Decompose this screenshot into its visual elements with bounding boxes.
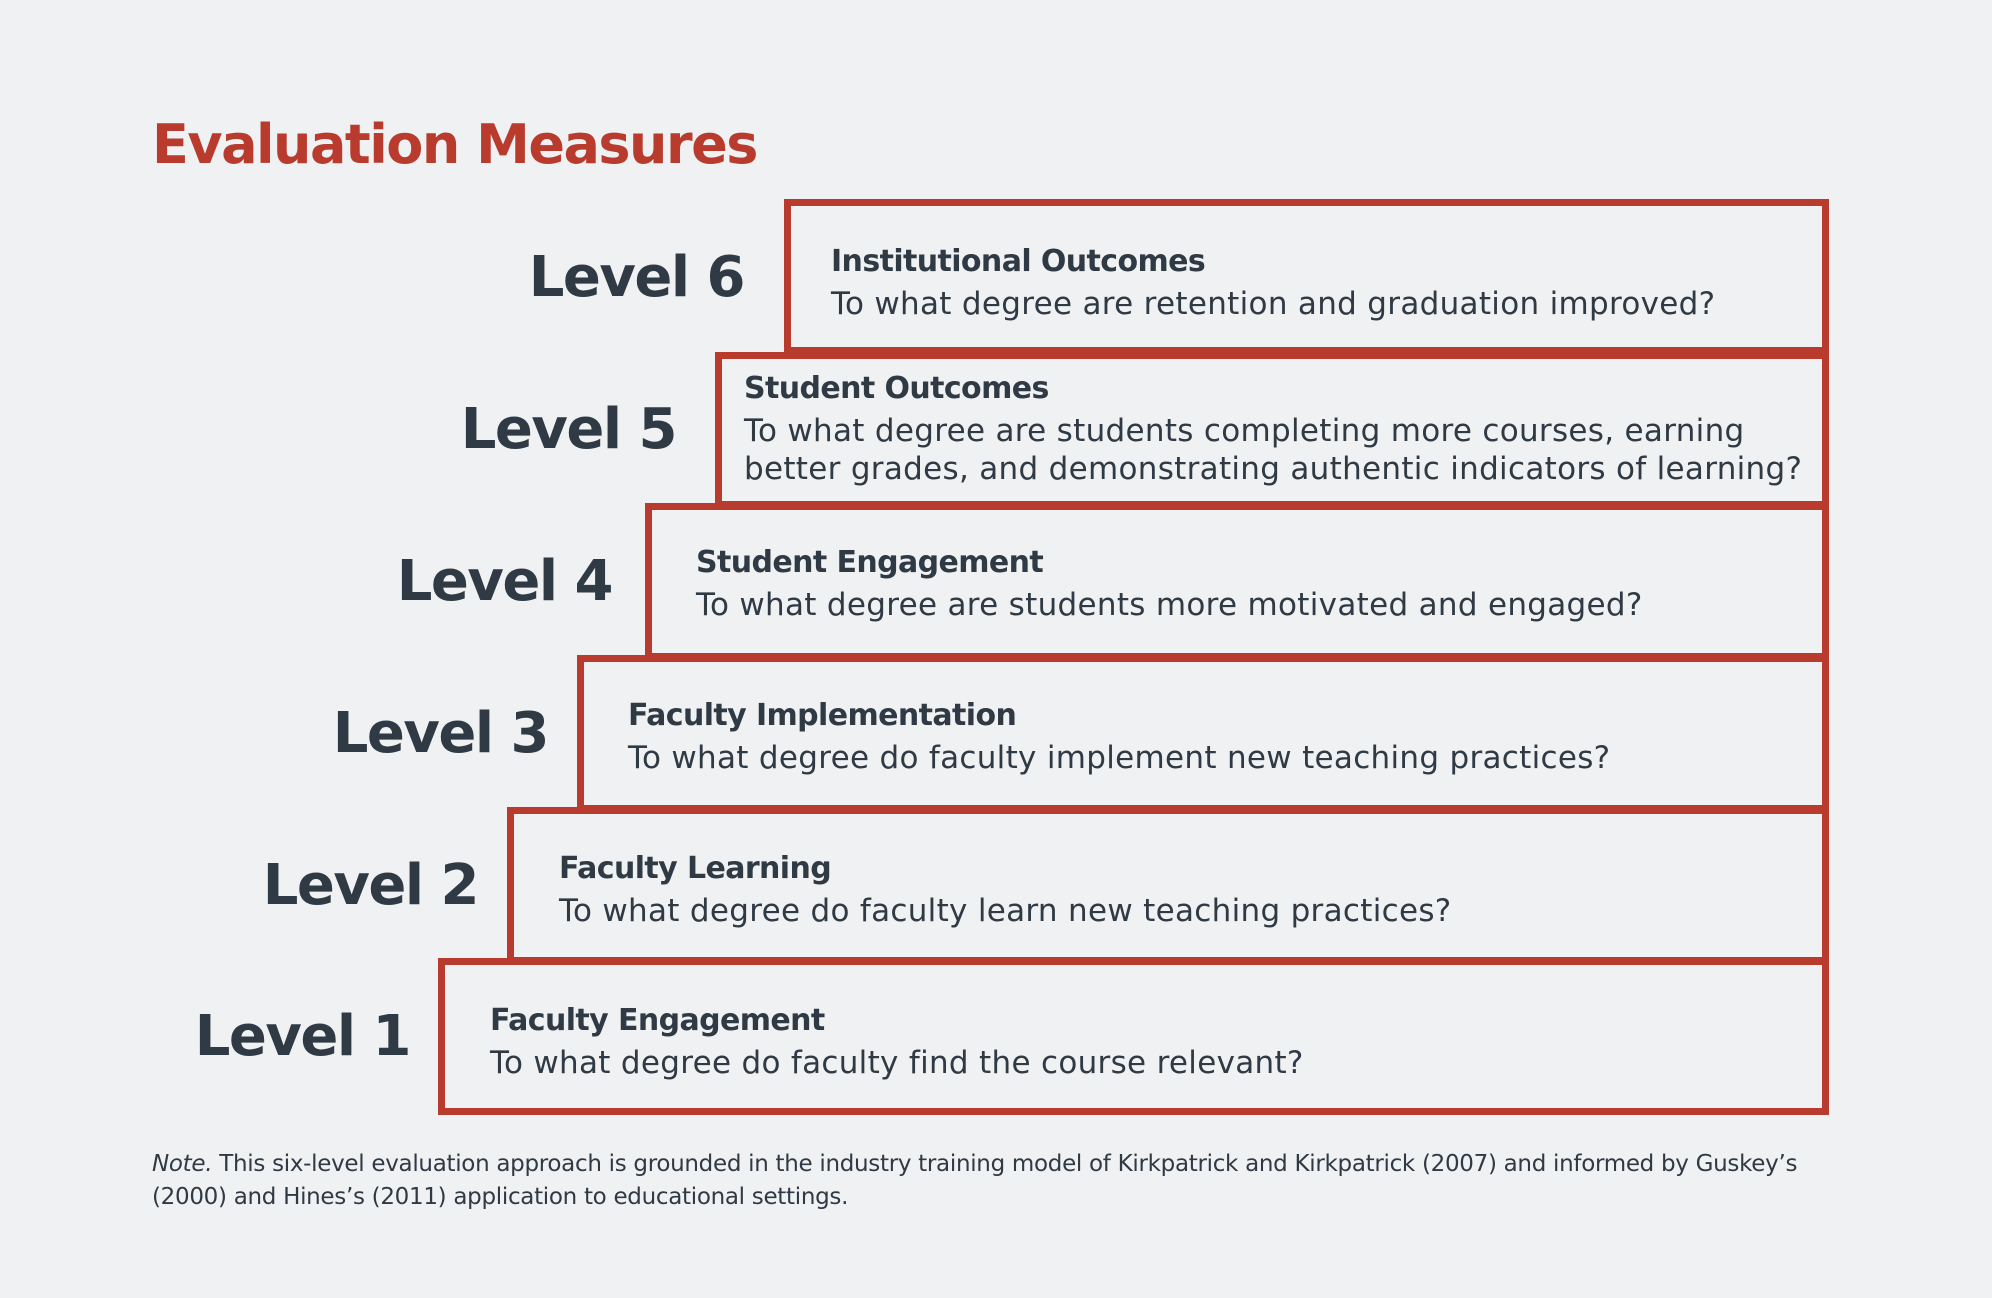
footnote-text: This six-level evaluation approach is grounded in the industry training model of Kirkpatrick and Kirkpatrick (2007) and informed by Guskey’s (2000) and Hines’s (2011) application to educational settings.: [152, 1151, 1798, 1210]
level-4-label: Level 4: [396, 549, 612, 614]
level-5-question-line-1: To what degree are students completing more courses, earning: [744, 413, 1745, 449]
level-2-label: Level 2: [262, 853, 478, 918]
level-6-box: [784, 199, 1829, 354]
level-2-heading: Faculty Learning: [559, 851, 832, 886]
level-3-label: Level 3: [332, 701, 548, 766]
level-6-label: Level 6: [528, 245, 744, 310]
level-5-heading: Student Outcomes: [744, 371, 1049, 406]
level-5-question-line-2: better grades, and demonstrating authentic indicators of learning?: [744, 451, 1803, 487]
page-title: Evaluation Measures: [152, 113, 757, 176]
level-4-question-line-1: To what degree are students more motivated and engaged?: [696, 587, 1643, 623]
level-5-box: [715, 352, 1829, 508]
level-4-heading: Student Engagement: [696, 545, 1044, 580]
level-6-question-line-1: To what degree are retention and graduation improved?: [831, 286, 1716, 322]
level-1-heading: Faculty Engagement: [490, 1003, 825, 1038]
level-1-box: [438, 958, 1829, 1115]
level-1-question-line-1: To what degree do faculty find the course relevant?: [490, 1045, 1304, 1081]
level-5-label: Level 5: [460, 397, 676, 462]
level-3-box: [577, 655, 1829, 812]
level-2-question-line-1: To what degree do faculty learn new teaching practices?: [559, 893, 1452, 929]
footnote-prefix: Note.: [152, 1151, 213, 1177]
level-3-question-line-1: To what degree do faculty implement new teaching practices?: [628, 740, 1611, 776]
level-4-box: [645, 503, 1829, 660]
level-2-box: [507, 807, 1829, 964]
level-3-heading: Faculty Implementation: [628, 698, 1017, 733]
level-6-heading: Institutional Outcomes: [831, 244, 1206, 279]
footnote: [152, 1148, 1802, 1214]
level-1-label: Level 1: [194, 1004, 410, 1069]
